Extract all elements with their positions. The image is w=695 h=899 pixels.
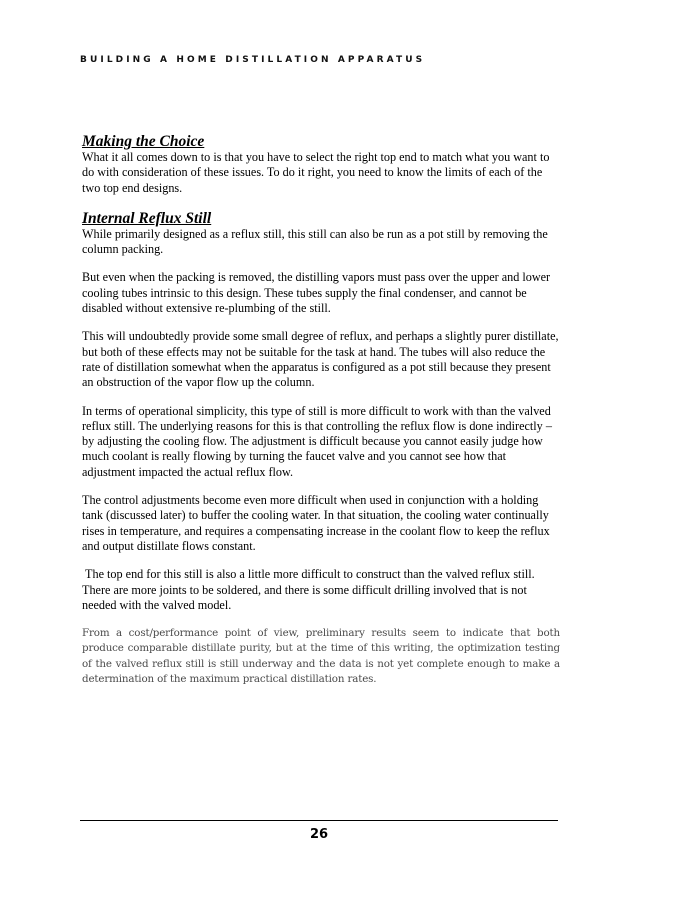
running-header: BUILDING A HOME DISTILLATION APPARATUS [80, 55, 426, 65]
paragraph: While primarily designed as a reflux still, this still can also be run as a pot still by removing the column packing. [82, 226, 548, 257]
page-body [82, 133, 560, 700]
paragraph: In terms of operational simplicity, this type of still is more difficult to work with than the valved reflux still. The underlying reasons for this is that controlling the reflux flow is done indirectly – by adjusting the cooling flow. The adjustment is difficult because you cannot easily judge how much coolant is really flowing by turning the faucet valve and you cannot see how that adjustment impacted the actual reflux flow. [82, 403, 552, 479]
closing-paragraph: From a cost/performance point of view, preliminary results seem to indicate that both produce comparable distillate purity, but at the time of this writing, the optimization testing of the valved reflux still is still underway and the data is not yet complete enough to make a determination of the maximum practical distillation rates. [82, 627, 560, 686]
paragraph: The control adjustments become even more difficult when used in conjunction with a holding tank (discussed later) to buffer the cooling water. In that situation, the cooling water continually rises in temperature, and requires a compensating increase in the coolant flow to keep the reflux and output distillate flows constant. [82, 493, 550, 553]
page-number: 26 [309, 827, 329, 842]
paragraph: What it all comes down to is that you have to select the right top end to match what you want to do with consideration of these issues. To do it right, you need to know the limits of each of the two top end designs. [82, 150, 550, 195]
section-heading-internal-reflux-still: Internal Reflux Still [82, 209, 212, 227]
paragraph: The top end for this still is also a little more difficult to construct than the valved reflux still. There are more joints to be soldered, and there is some difficult drilling involved that is not needed with the valved model. [82, 567, 541, 612]
footer-divider [80, 820, 558, 821]
section-heading-making-the-choice: Making the Choice [82, 133, 205, 150]
paragraph: But even when the packing is removed, the distilling vapors must pass over the upper and lower cooling tubes intrinsic to this design. These tubes supply the final condenser, and cannot be disabled without extensive re-plumbing of the still. [82, 270, 551, 316]
paragraph: This will undoubtedly provide some small degree of reflux, and perhaps a slightly purer distillate, but both of these effects may not be suitable for the task at hand. The tubes will also reduce the rate of distillation somewhat when the apparatus is configured as a pot still because they present an obstruction of the vapor flow up the column. [82, 329, 559, 390]
